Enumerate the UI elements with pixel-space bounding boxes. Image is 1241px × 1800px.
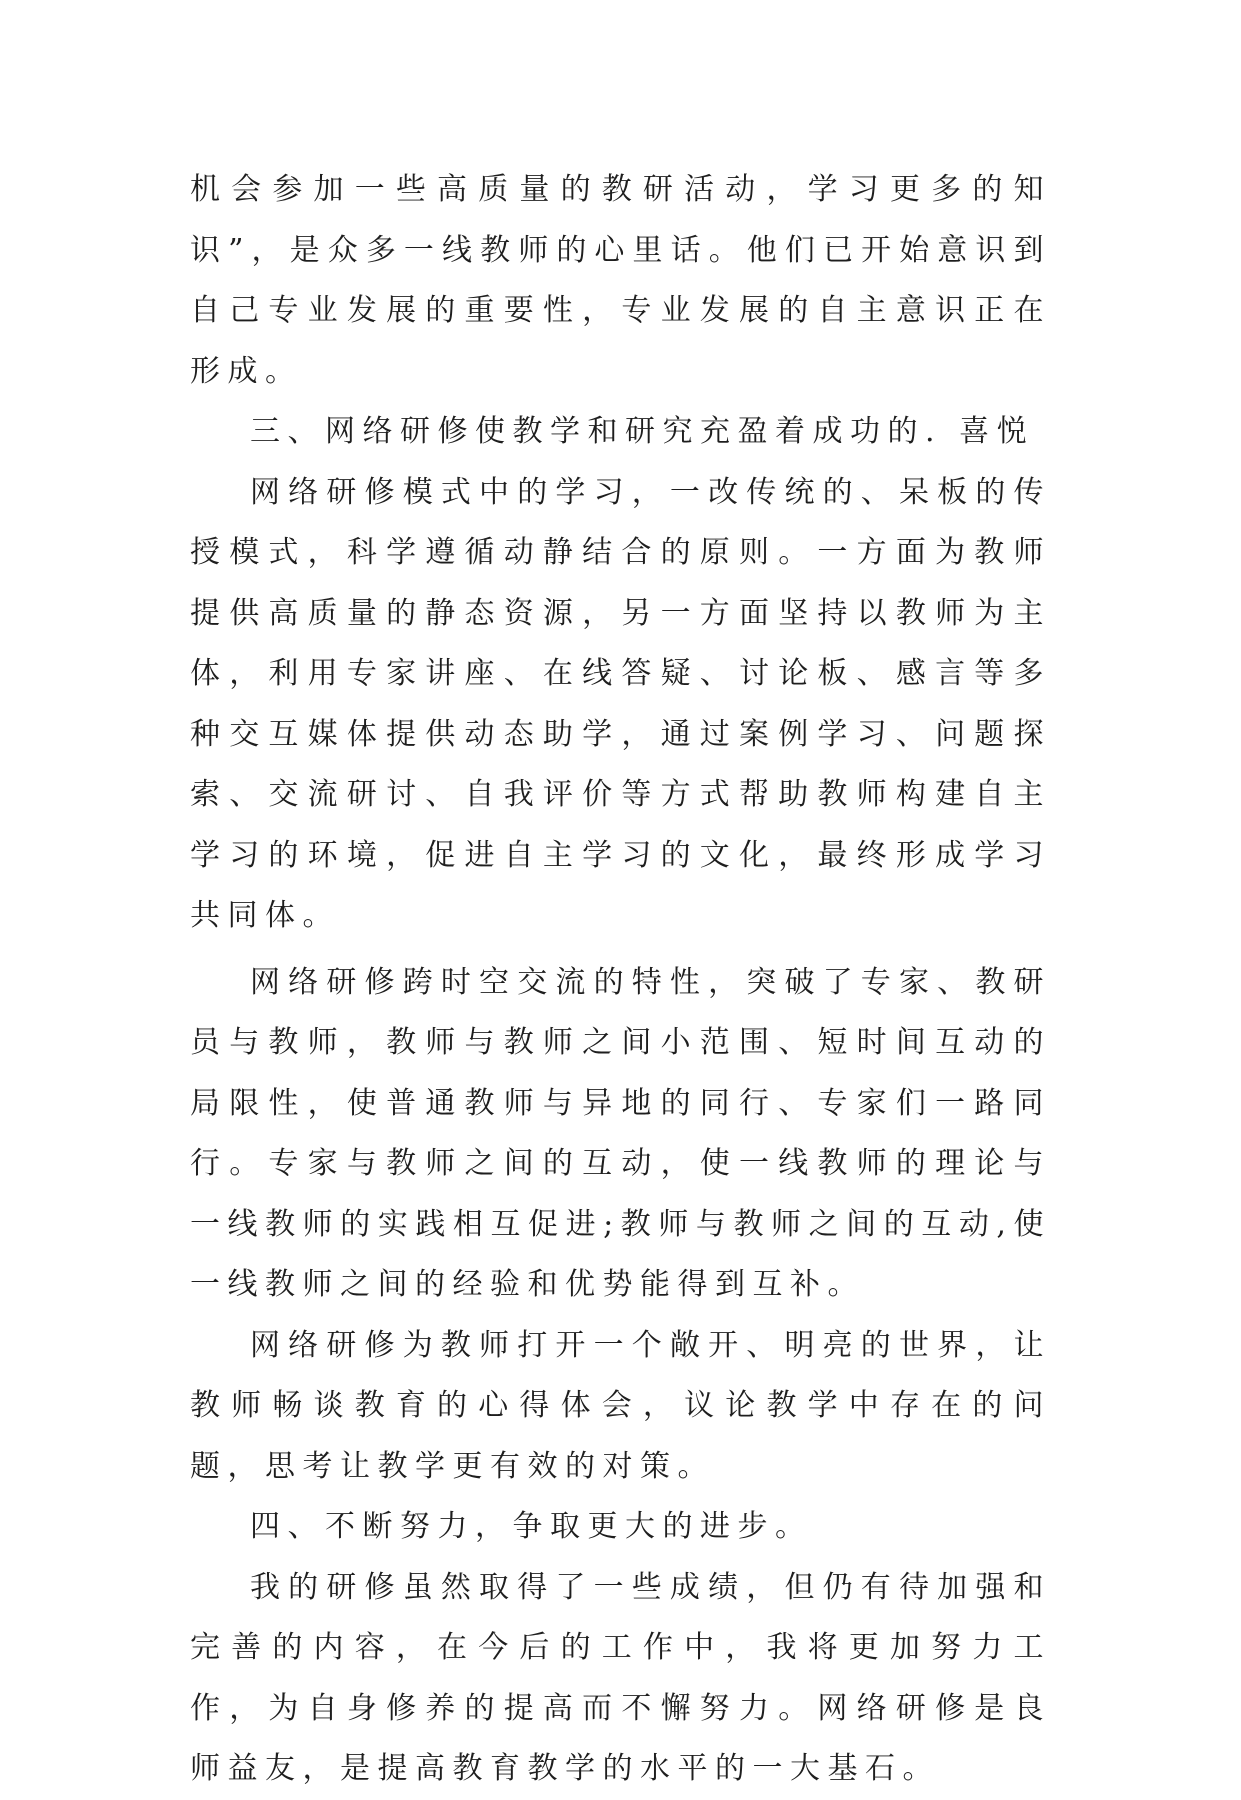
paragraph-cross-space: 网络研修跨时空交流的特性，突破了专家、教研员与教师，教师与教师之间小范围、短时间互动的局限性，使普通教师与异地的同行、专家们一路同行。专家与教师之间的互动，使一线教师的理论与一线教师的实践相互促进;教师与教师之间的互动,使一线教师之间的经验和优势能得到互补。 xyxy=(190,964,1051,1302)
paragraph-continuation: 机会参加一些高质量的教研活动，学习更多的知识”，是众多一线教师的心里话。他们已开始意识到自己专业发展的重要性，专业发展的自主意识正在形成。 xyxy=(190,172,1051,389)
paragraph-open-world: 网络研修为教师打开一个敞开、明亮的世界，让教师畅谈教育的心得体会，议论教学中存在的问题，思考让教学更有效的对策。 xyxy=(190,1327,1051,1484)
paragraph-learning-mode: 网络研修模式中的学习，一改传统的、呆板的传授模式，科学遵循动静结合的原则。一方面为教师提供高质量的静态资源，另一方面坚持以教师为主体，利用专家讲座、在线答疑、讨论板、感言等多种交互媒体提供动态助学，通过案例学习、问题探索、交流研讨、自我评价等方式帮助教师构建自主学习的环境，促进自主学习的文化，最终形成学习共同体。 xyxy=(190,474,1051,933)
document-body xyxy=(190,160,1051,1800)
section-heading-4: 四、不断努力，争取更大的进步。 xyxy=(250,1509,813,1544)
paragraph-conclusion: 我的研修虽然取得了一些成绩，但仍有待加强和完善的内容，在今后的工作中，我将更加努力工作，为自身修养的提高而不懈努力。网络研修是良师益友，是提高教育教学的水平的一大基石。 xyxy=(190,1569,1051,1786)
section-heading-3: 三、网络研修使教学和研究充盈着成功的. 喜悦 xyxy=(250,414,1035,449)
